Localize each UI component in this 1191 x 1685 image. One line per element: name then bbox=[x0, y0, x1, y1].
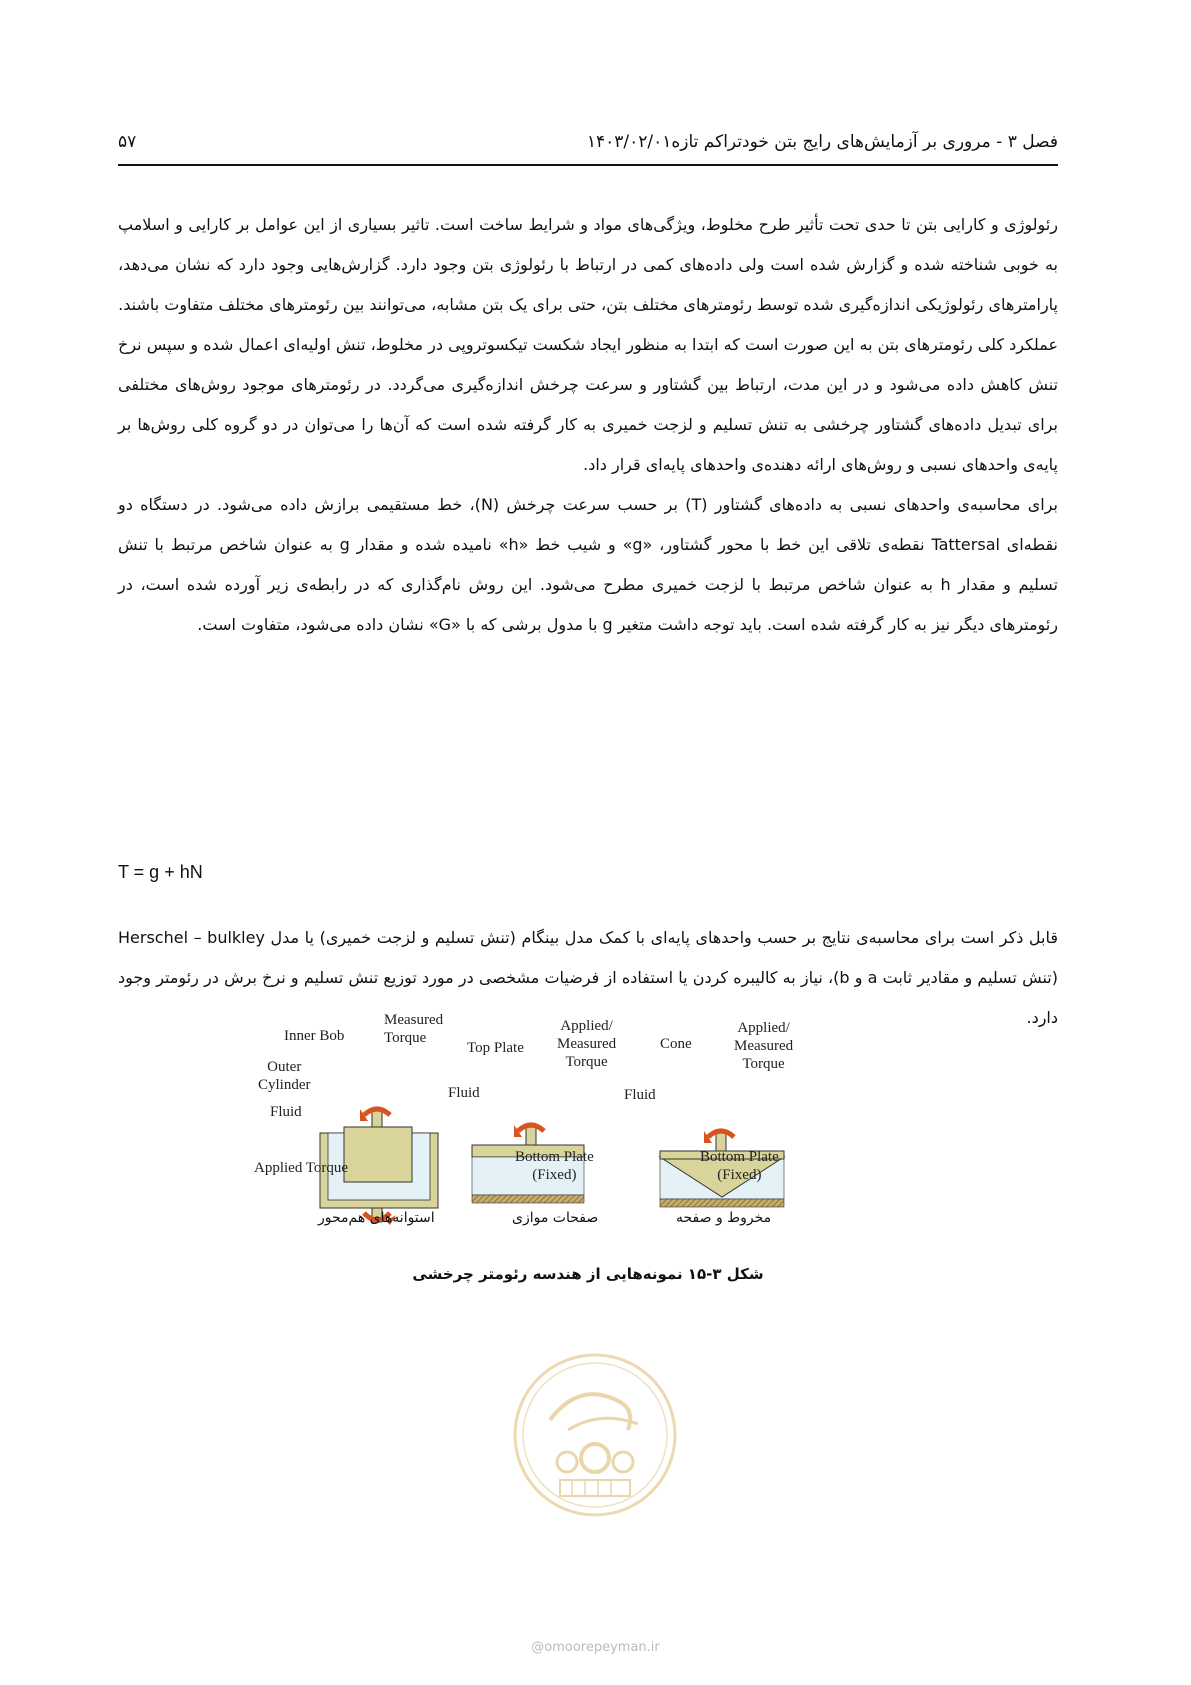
text-after-formula bbox=[118, 918, 1058, 1038]
parallel-fluid-label: Fluid bbox=[448, 1085, 480, 1101]
cone-torque-label: Applied/ Measured Torque bbox=[734, 1020, 794, 1072]
parallel-torque-label: Applied/ Measured Torque bbox=[557, 1018, 617, 1070]
coaxial-measured-torque-label: Measured Torque bbox=[384, 1012, 444, 1046]
main-text bbox=[118, 205, 1058, 645]
parallel-panel-label: صفحات موازی bbox=[512, 1210, 599, 1226]
cone-label: Cone bbox=[660, 1036, 692, 1052]
page-header bbox=[118, 128, 1058, 166]
cone-cap bbox=[660, 1151, 784, 1159]
paragraph-4: قابل ذکر است برای محاسبه‌ی نتایج بر حسب واحدهای پایه‌ای با کمک مدل بینگام (تنش تسلیم و لزجت خمیری) یا مدل Herschel – bulkley (تنش تسلیم و مقادیر ثابت a و b)، نیاز به کالیبره کردن یا استفاده از فرضیات مشخصی در مورد توزیع تنش تسلیم و نرخ برش در رئومتر وجود دارد. bbox=[118, 928, 1059, 1027]
coaxial-panel-label: استوانه‌های هم‌محور bbox=[318, 1210, 435, 1226]
cone-fluid-label: Fluid bbox=[624, 1087, 656, 1103]
paragraph-2: عملکرد کلی رئومترهای بتن به این صورت است که ابتدا به منظور ایجاد شکست تیکسوتروپی در مخلوط، تنش اولیه‌ای اعمال شده و سپس نرخ تنش کاهش داده می‌شود و در این مدت، ارتباط بین گشتاور و سرعت چرخش اندازه‌گیری می‌گردد. در رئومترهای موجود روش‌های مختلفی برای تبدیل داده‌های گشتاور چرخشی به تنش تسلیم و لزجت خمیری به کار گرفته شده است که آن‌ها را می‌توان در دو گروه کلی روش‌ها بر پایه‌ی واحدهای نسبی و روش‌های ارائه دهنده‌ی واحدهای پایه‌ای قرار داد. bbox=[118, 335, 1058, 474]
top-plate bbox=[472, 1145, 584, 1157]
cone-panel-label: مخروط و صفحه bbox=[676, 1210, 772, 1226]
bottom-plate bbox=[660, 1199, 784, 1207]
figure-caption: شکل ۳-۱۵ نمونه‌هایی از هندسه رئومتر چرخشی bbox=[412, 1265, 764, 1283]
watermark-logo-icon bbox=[510, 1350, 680, 1520]
parallel-bottom-plate-label: Bottom Plate (Fixed) bbox=[515, 1149, 594, 1183]
coaxial-applied-torque-label: Applied Torque bbox=[254, 1160, 349, 1176]
parallel-top-plate-label: Top Plate bbox=[467, 1040, 524, 1056]
cone-plate-diagram bbox=[660, 1131, 784, 1207]
coaxial-outer-cylinder-label: Outer Cylinder bbox=[258, 1059, 311, 1093]
paragraph-1: رئولوژی و کارایی بتن تا حدی تحت تأثیر طرح مخلوط، ویژگی‌های مواد و شرایط ساخت است. تاثیر بسیاری از این عوامل بر کارایی و اسلامپ به خوبی شناخته شده و گزارش شده است ولی داده‌های کمی در ارتباط با رئولوژی بتن وجود دارد. گزارش‌هایی وجود دارد که نشان می‌دهد، پارامترهای رئولوژیکی اندازه‌گیری شده توسط رئومترهای مختلف بتن، حتی برای یک بتن مشابه، می‌توانند بین رئومترهای مختلف متفاوت باشند. bbox=[118, 215, 1058, 314]
coaxial-cylinder-diagram bbox=[320, 1109, 438, 1225]
chapter-title: فصل ۳ - مروری بر آزمایش‌های رایج بتن خودتراکم تازه۱۴۰۳/۰۲/۰۱ bbox=[586, 132, 1058, 152]
cone-bottom-plate-label: Bottom Plate (Fixed) bbox=[700, 1149, 779, 1183]
rheometer-geometry-figure bbox=[260, 1085, 880, 1285]
website-watermark: @omoorepeyman.ir bbox=[531, 1640, 660, 1655]
page-number: ۵۷ bbox=[118, 132, 137, 152]
formula: T = g + hN bbox=[118, 862, 203, 882]
coaxial-inner-bob-label: Inner Bob bbox=[284, 1028, 345, 1044]
bottom-plate bbox=[472, 1195, 584, 1203]
coaxial-fluid-label: Fluid bbox=[270, 1104, 302, 1120]
parallel-plate-diagram bbox=[472, 1125, 584, 1203]
paragraph-3: برای محاسبه‌ی واحدهای نسبی به داده‌های گشتاور (T) بر حسب سرعت چرخش (N)، خط مستقیمی برازش داده می‌شود. در دستگاه دو نقطه‌ای Tattersal نقطه‌ی تلاقی این خط با محور گشتاور، «g» و شیب خط «h» نامیده شده و مقدار g به عنوان شاخص مرتبط با تنش تسلیم و مقدار h به عنوان شاخص مرتبط با لزجت خمیری مطرح می‌شود. این روش نام‌گذاری که در رابطه‌ی زیر آورده شده است، در رئومترهای دیگر نیز به کار گرفته شده است. باید توجه داشت متغیر g با مدول برشی که با «G» نشان داده می‌شود، متفاوت است. bbox=[118, 495, 1059, 634]
inner-bob bbox=[344, 1127, 412, 1182]
fluid bbox=[472, 1157, 584, 1195]
